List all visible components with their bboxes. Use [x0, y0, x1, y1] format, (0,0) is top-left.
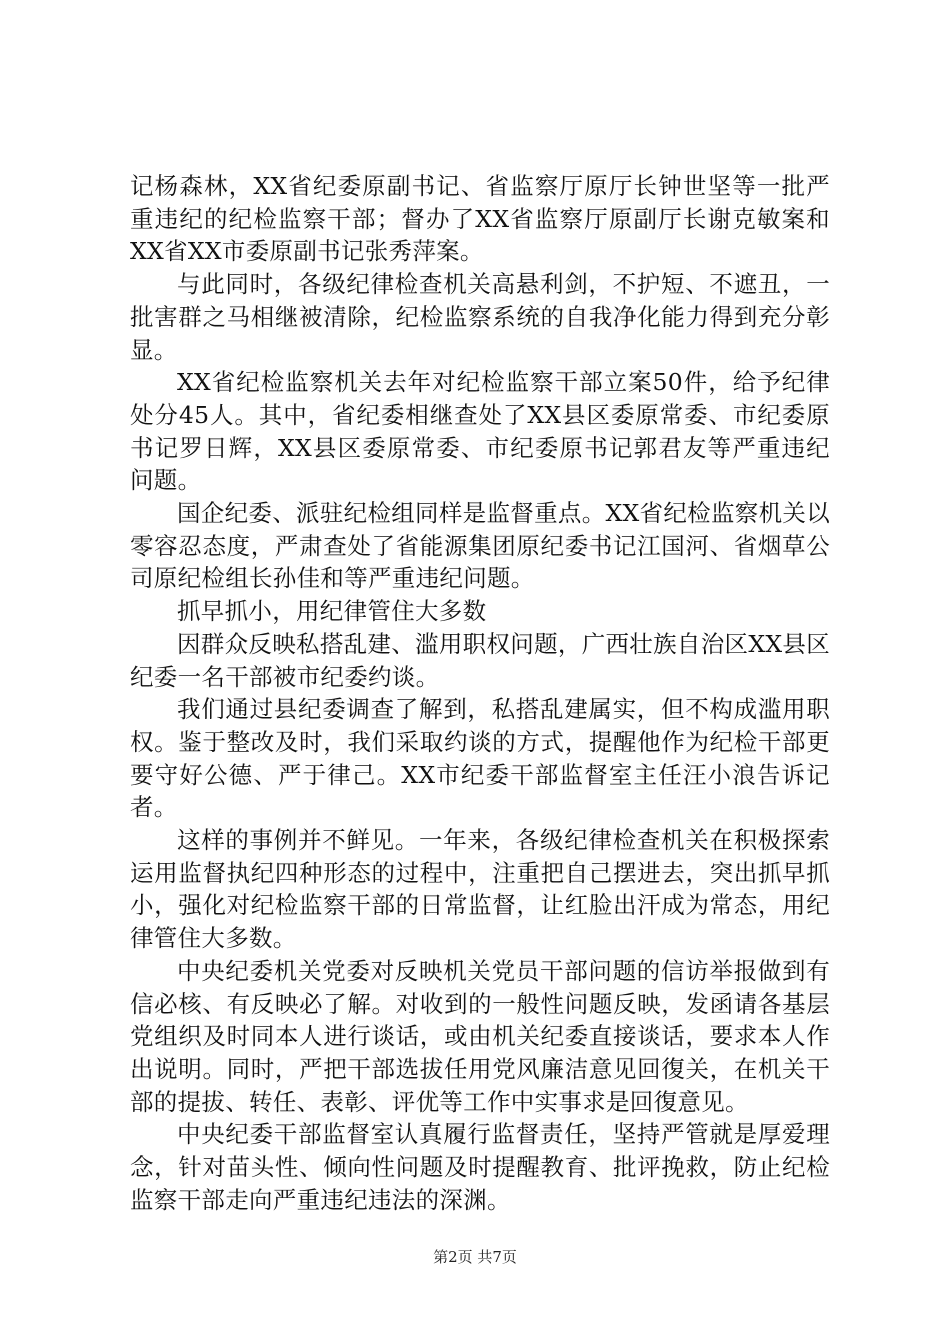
- document-body: [130, 170, 830, 1217]
- paragraph-1: 记杨森林，XX省纪委原副书记、省监察厅原厅长钟世坚等一批严重违纪的纪检监察干部；督办了XX省监察厅原副厅长谢克敏案和XX省XX市委原副书记张秀萍案。: [130, 172, 830, 266]
- paragraph-8: 中央纪委机关党委对反映机关党员干部问题的信访举报做到有信必核、有反映必了解。对收到的一般性问题反映，发函请各基层党组织及时同本人进行谈话，或由机关纪委直接谈话，要求本人作出说明。同时，严把干部选拔任用党风廉洁意见回復关，在机关干部的提拔、转任、表彰、评优等工作中实事求是回復意见。: [130, 956, 830, 1116]
- paragraph-6: 我们通过县纪委调查了解到，私搭乱建属实，但不构成滥用职权。鉴于整改及时，我们采取约谈的方式，提醒他作为纪检干部更要守好公德、严于律己。XX市纪委干部监督室主任汪小浪告诉记者。: [130, 695, 830, 822]
- page-number-footer: 第2页 共7页: [433, 1248, 517, 1266]
- paragraph-4: 国企纪委、派驻纪检组同样是监督重点。XX省纪检监察机关以零容忍态度，严肃查处了省能源集团原纪委书记江国河、省烟草公司原纪检组长孙佳和等严重违纪问题。: [130, 499, 830, 593]
- section-heading: 抓早抓小，用纪律管住大多数: [177, 597, 487, 626]
- paragraph-2: 与此同时，各级纪律检查机关高悬利剑，不护短、不遮丑，一批害群之马相继被清除，纪检监察系统的自我净化能力得到充分彰显。: [130, 270, 830, 364]
- paragraph-5: 因群众反映私搭乱建、滥用职权问题，广西壮族自治区XX县区纪委一名干部被市纪委约谈。: [130, 629, 830, 691]
- paragraph-9: 中央纪委干部监督室认真履行监督责任，坚持严管就是厚爱理念，针对苗头性、倾向性问题及时提醒教育、批评挽救，防止纪检监察干部走向严重违纪违法的深渊。: [130, 1120, 830, 1214]
- paragraph-7: 这样的事例并不鲜见。一年来，各级纪律检查机关在积极探索运用监督执纪四种形态的过程中，注重把自己摆进去，突出抓早抓小，强化对纪检监察干部的日常监督，让红脸出汗成为常态，用纪律管住大多数。: [130, 826, 830, 953]
- paragraph-3: XX省纪检监察机关去年对纪检监察干部立案50件，给予纪律处分45人。其中，省纪委相继查处了XX县区委原常委、市纪委原书记罗日辉，XX县区委原常委、市纪委原书记郭君友等严重违纪问题。: [130, 368, 830, 495]
